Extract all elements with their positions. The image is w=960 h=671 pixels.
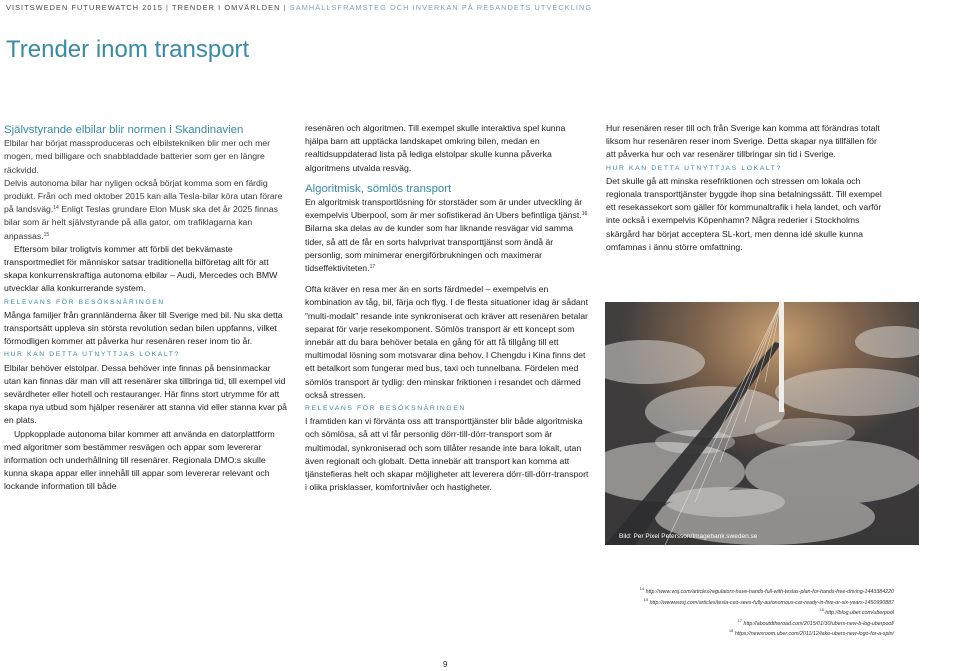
footnote-link[interactable]: http://blog.uber.com/uberpool	[825, 610, 894, 617]
footnote-number: 16	[819, 607, 824, 613]
footnote-link[interactable]: http://aboutdtheroad.com/2015/01/30/ubers-new-b-log-uberpool/	[743, 620, 894, 627]
header-separator: |	[166, 3, 173, 12]
bridge-photo	[605, 302, 919, 545]
footnote-ref: 16	[581, 211, 588, 218]
footnote-item	[640, 587, 894, 598]
footnote-number: 15	[643, 596, 649, 602]
footnotes	[640, 587, 894, 640]
photo-credit: Bild: Per Pixel Petersson/Imagebank.sweden.se	[619, 533, 758, 540]
footnote-item	[640, 629, 894, 640]
footnote-item	[640, 619, 894, 630]
hur-text-2: Uppkopplade autonoma bilar kommer att använda en datorplattform med algoritmer som bestämmer resvägen och appar som levererar information och underhållning till resenärer. Regionala DMO:s skulle kunna skapa appar eller innehåll till appar som levererar relevant och lockande information till både	[4, 428, 275, 492]
relevans-label: RELEVANS FÖR BESÖKSNÄRINGEN	[4, 298, 165, 306]
hur-label: HUR KAN DETTA UTNYTTJAS LOKALT?	[4, 351, 180, 359]
paragraph-text: Enligt Teslas grundare Elon Musk ska det år 2025 finnas bilar som är helt självstyrande på alla gator, om trafiklagarna kan anpassas.	[4, 204, 278, 241]
paragraph	[305, 196, 589, 275]
paragraph: Eftersom bilar troligtvis kommer att förbli det bekvämaste transportmedlet för människor satsar traditionella bilföretag allt för att skapa konkurrenskraftiga autonoma elbilar – Audi, Mercedes och BMW utvecklar alla konkurrerande system.	[4, 243, 278, 294]
relevans-label: RELEVANS FÖR BESÖKSNÄRINGEN	[305, 405, 466, 413]
header-separator: |	[283, 3, 290, 12]
section-heading: Självstyrande elbilar blir normen i Skandinavien	[4, 124, 244, 136]
section-heading: Algoritmisk, sömlös transport	[305, 182, 452, 195]
paragraph	[4, 177, 288, 243]
hur-text: Elbilar behöver elstolpar. Dessa behöver inte finnas på bensinmackar utan kan finnas där man vill att resenärer ska tillbringa tid, till exempel vid sevärdheter eller hotell och restauranger. Här finns stort utrymme för att skapa nya utbud som hjälper resenärer att stanna vid eller stanna kvar på en plats.	[4, 362, 287, 426]
relevans-text: Många familjer från grannländerna åker till Sverige med bil. Nu ska detta transportsätt uppleva sin största revolution sedan bilen uppfanns, vilket förmodligen kommer att påverka hur resenären reser inom tio år.	[4, 309, 283, 347]
footnote-number: 17	[737, 617, 743, 623]
column-1	[4, 124, 288, 494]
paragraph: Ofta kräver en resa mer än en sorts färdmedel – exempelvis en kombination av tåg, bil, färja och flyg. I de flesta situationer idag är sådant ”multi-modalt” resande inte synkroniserat och kräver att resenären betalar separat för varje resekomponent. Sömlös transport är ett koncept som innebär att du bara behöver betala en gång för att få tillgång till ett multimodal lösning som motsvarar dina behov. I Chengdu i Kina finns det ett betalkort som fungerar med bus, taxi och tunnelbana. Fördelen med sömlös transport är tydlig: den minskar friktionen i resandet och därmed också stressen.	[305, 284, 588, 400]
bridge-photo-image	[605, 302, 919, 545]
footnote-link[interactable]: http://wwwwwsj.com/articles/tesla-ceo-sees-fully-autonomous-car-ready-in-five-or-six-years-1450990887	[649, 599, 894, 606]
column-2	[305, 122, 589, 494]
relevans-text: I framtiden kan vi förvänta oss att transporttjänster blir både algoritmiska och sömlösa, så att vi får personlig dörr-till-dörr-transport som är multimodal, synkroniserad och som tillåter resande inte bara lokalt, utan även regionalt och globalt. Detta innebär att transport kan komma att tjänstefieras helt och skapar möjligheter att leverera dörr-till-dörr-transport i olika prisklasser, komfortnivåer och hastigheter.	[305, 416, 589, 493]
paragraph-text: Bilarna ska delas av de kunder som har liknande resvägar vid samma tider, så att de får en sorts halvprivat transporttjänst som ändå är personlig, som minimerar energiförbrukningen och maximerar tidseffektiviteten.	[305, 223, 573, 274]
page-number: 9	[443, 660, 448, 669]
header-part-1: VISITSWEDEN FUTUREWATCH 2015	[6, 3, 163, 12]
footnote-number: 18	[728, 628, 734, 634]
header-part-3: SAMHÄLLSFRAMSTEG OCH INVERKAN PÅ RESANDETS UTVECKLING	[289, 3, 593, 12]
lead-paragraph: Elbilar har börjat massproduceras och elbilstekniken blir mer och mer mogen, med billigare och snabbladdade batterier som ger en längre räckvidd.	[4, 138, 271, 175]
footnote-number: 14	[639, 586, 645, 591]
page-title: Trender inom transport	[6, 36, 250, 63]
paragraph-text: Delvis autonoma bilar har nyligen också börjat komma som en färdig produkt. Från och med oktober 2015 kan alla Tesla-bilar köra utan förare på landsväg.	[4, 177, 283, 215]
footnote-ref: 15	[43, 231, 50, 238]
continued-paragraph: resenären och algoritmen. Till exempel skulle interaktiva spel kunna hjälpa barn att upptäcka landskapet omkring bilen, medan en realtidsuppdaterad lista på lediga elstolpar skulle kunna påverka algoritmens utvalda resväg.	[305, 123, 566, 173]
footnote-ref: 17	[369, 264, 376, 271]
hur-label: HUR KAN DETTA UTNYTTJAS LOKALT?	[606, 164, 782, 172]
footnote-link[interactable]: https://newsroom.uber.com/2011/12/take-ubers-new-logo-for-a-spin/	[734, 631, 894, 638]
header-part-2: TRENDER I OMVÄRLDEN	[172, 3, 281, 12]
hur-text: Det skulle gå att minska resefriktionen och stressen om lokala och regionala transporttjänster byggde ihop sina betalningssätt. Till exempel ett resekassekort som gäller för kommunaltrafik i hela landet, och varför inte också i exempelvis Köpenhamn? Några rederier i Stockholms skärgård har börjat acceptera SL-kort, men denna idé skulle kunna omfamnas i ännu större omfattning.	[606, 175, 882, 252]
paragraph-text: En algoritmisk transportlösning för storstäder som är under utveckling är exempelvis Uberpool, som är mer sofistikerad än Ubers befintliga tjänst.	[305, 197, 583, 221]
footnote-link[interactable]: http://www.wsj.com/articles/regulators-have-hands-full-with-teslas-plan-for-hands-free-driving-1443384220	[645, 589, 894, 595]
footnote-item	[640, 608, 894, 619]
footnote-ref: 14	[53, 205, 59, 212]
intro-paragraph: Hur resenären reser till och från Sverige kan komma att förändras totalt liksom hur resenären reser inom Sverige. Detta skapar nya tillfällen för att påverka hur och var resenärer tillbringar sin tid i Sverige.	[606, 123, 880, 160]
column-3	[606, 122, 886, 254]
running-header	[6, 3, 592, 12]
footnote-item	[640, 598, 894, 609]
